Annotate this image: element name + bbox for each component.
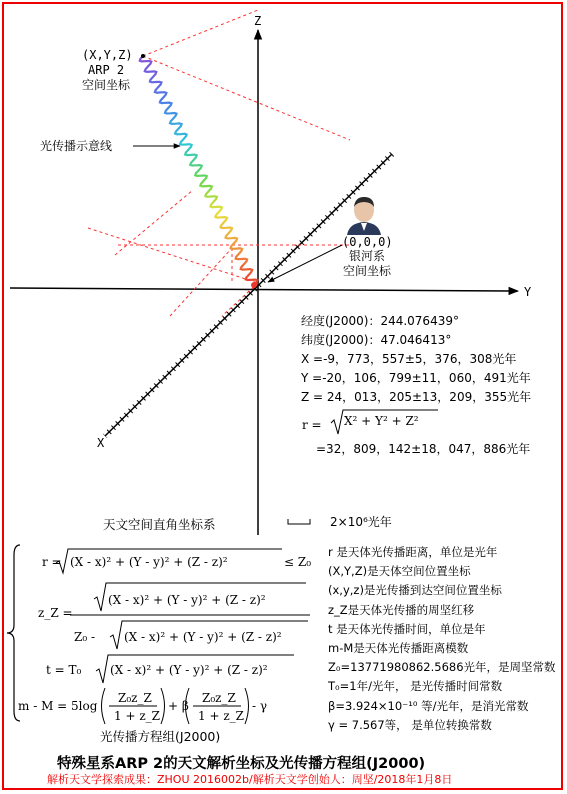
origin-pointer — [268, 245, 342, 282]
page-title: 特殊星系ARP 2的天文解析坐标及光传播方程组(J2000) — [57, 756, 426, 772]
eq4-frac2-numerator: Z₀z_Z — [202, 691, 236, 705]
eq4-frac1-denominator: 1 + z_Z — [114, 709, 160, 723]
arp-name-label: ARP 2 — [88, 63, 125, 77]
scale-bar — [288, 519, 310, 524]
z-coordinate-text: Z = 24，013，205±13，209，355光年 — [301, 390, 532, 404]
eq2-lhs: z_Z = — [38, 606, 73, 620]
y-axis — [10, 288, 518, 291]
r-value-text: =32，809，142±18，047，886光年 — [316, 442, 531, 456]
definition-item: m-M是天体光传播距离模数 — [328, 641, 469, 656]
definition-item: Z₀=13771980862.5686光年，是周坚常数 — [328, 660, 556, 675]
r-radicand-text: X² + Y² + Z² — [344, 414, 419, 428]
system-caption: 天文空间直角坐标系 — [103, 517, 216, 532]
eq4-frac2-denominator: 1 + z_Z — [198, 709, 244, 723]
origin-line1-label: 银河系 — [349, 249, 386, 263]
definition-item: T₀=1年/光年， 是光传播时间常数 — [328, 679, 503, 694]
arp-system-label: 空间坐标 — [82, 78, 131, 92]
eq4-lhs: m - M = 5log — [18, 699, 98, 713]
arp-coords-label: (X,Y,Z) — [82, 48, 133, 62]
z-axis-label: Z — [254, 14, 262, 28]
definition-item: z_Z是天体光传播的周坚红移 — [328, 602, 475, 617]
y-axis-label: Y — [524, 285, 532, 299]
eq4-tail: - γ — [252, 699, 268, 713]
scale-label: 2×10⁶光年 — [330, 515, 392, 529]
eq1-tail: ≤ Z₀ — [284, 555, 312, 569]
definition-item: (x,y,z)是光传播到达空间位置坐标 — [328, 583, 502, 598]
equation-brace — [7, 545, 20, 721]
eq2-numerator: (X - x)² + (Y - y)² + (Z - z)² — [108, 593, 266, 607]
longitude-text: 经度(J2000)：244.076439° — [301, 314, 459, 328]
r-lhs-text: r = — [302, 418, 322, 432]
latitude-text: 纬度(J2000)：47.046413° — [301, 333, 452, 347]
eq1-radicand: (X - x)² + (Y - y)² + (Z - z)² — [70, 555, 228, 569]
definition-item: (X,Y,Z)是天体空间位置坐标 — [328, 564, 471, 579]
x-axis-label: X — [97, 436, 105, 450]
person-avatar-icon — [347, 197, 381, 235]
origin-marker — [251, 282, 257, 288]
eq4-mid: + β — [168, 699, 189, 713]
definition-item: γ = 7.567等， 是单位转换常数 — [328, 717, 492, 732]
definition-item: t 是天体光传播时间，单位是年 — [328, 621, 486, 636]
x-coordinate-text: X =-9，773，557±5，376，308光年 — [301, 352, 517, 366]
footer-credit: 解析天文学探索成果：ZHOU 2016002b/解析天文学创始人：周坚/2018年1月8日 — [47, 773, 453, 786]
origin-coords-label: (0,0,0) — [342, 235, 393, 249]
equations-caption: 光传播方程组(J2000) — [100, 729, 221, 744]
light-ray-label: 光传播示意线 — [40, 139, 113, 153]
eq1-lhs: r = — [42, 555, 62, 569]
eq2-denominator-radicand: (X - x)² + (Y - y)² + (Z - z)² — [124, 630, 282, 644]
origin-line2-label: 空间坐标 — [343, 264, 392, 278]
y-coordinate-text: Y =-20，106，799±11，060，491光年 — [301, 371, 531, 385]
eq3-radicand: (X - x)² + (Y - y)² + (Z - z)² — [110, 663, 268, 677]
eq4-frac1-numerator: Z₀z_Z — [118, 691, 152, 705]
eq3-lhs: t = T₀ — [46, 663, 82, 677]
definition-item: r 是天体光传播距离，单位是光年 — [328, 545, 498, 559]
eq2-denominator-a: Z₀ - — [74, 630, 96, 644]
arp-point-marker — [141, 54, 145, 58]
definition-item: β=3.924×10⁻¹⁰ 等/光年，是消光常数 — [328, 698, 529, 713]
definitions-list — [328, 543, 556, 735]
